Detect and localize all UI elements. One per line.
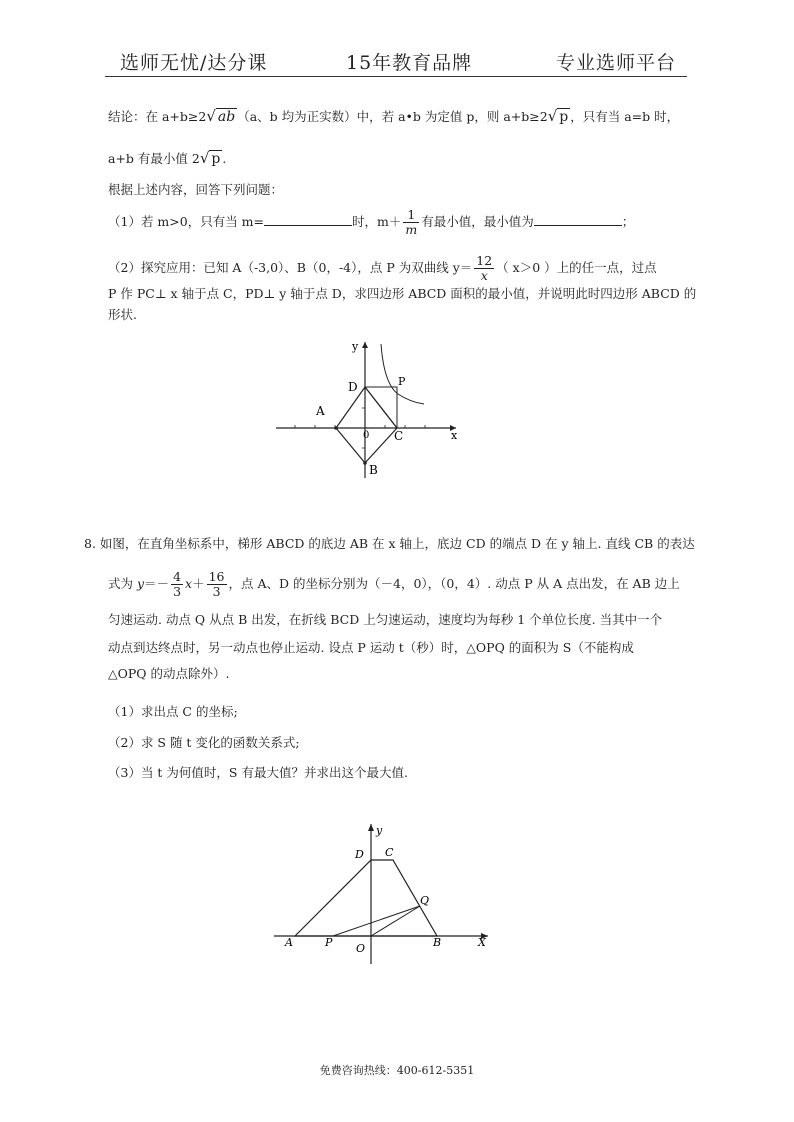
fig2-label-p: P (325, 936, 333, 949)
figure-1 (270, 336, 470, 482)
fig2-label-y: y (376, 824, 383, 837)
fig2-label-q: Q (420, 894, 430, 907)
p8-line-4: 动点到达终点时，另一动点也停止运动. 设点 P 运动 t（秒）时，△OPQ 的面积为 S（不能构成 (108, 640, 634, 655)
fig2-segment-pq (333, 906, 420, 936)
p8-line-1: 8. 如图，在直角坐标系中，梯形 ABCD 的底边 AB 在 x 轴上，底边 CD 的端点 D 在 y 轴上. 直线 CB 的表达 (84, 536, 695, 551)
fig2-label-x: X (478, 936, 486, 949)
fig2-label-o: O (356, 942, 366, 955)
fig1-hyperbola (381, 344, 424, 404)
sqrt-ab: ab (217, 109, 236, 125)
question-2-line-2: P 作 PC⊥ x 轴于点 C，PD⊥ y 轴于点 D，求四边形 ABCD 面积的最小值，并说明此时四边形 ABCD 的 (108, 286, 697, 301)
header-right: 专业选师平台 (556, 52, 677, 74)
p8-sub-3: （3）当 t 为何值时，S 有最大值？并求出这个最大值. (108, 765, 408, 780)
sqrt-p: p (559, 109, 569, 125)
page-header (108, 48, 686, 78)
fig1-label-p: P (398, 375, 406, 388)
fig1-label-d: D (348, 380, 358, 394)
header-center: 15年教育品牌 (346, 52, 473, 74)
p8-sub-2: （2）求 S 随 t 变化的函数关系式; (108, 735, 300, 750)
p8-line-5: △OPQ 的动点除外）. (108, 666, 230, 681)
fig1-label-a: A (316, 404, 325, 418)
fig2-label-d: D (355, 848, 364, 861)
question-2-line-1: （2）探究应用：已知 A（-3,0）、B（0，-4），点 P 为双曲线 y＝ $\frac{12}{x}$ （ x＞0 ）上的任一点，过点 (108, 253, 657, 283)
answer-blank-1[interactable] (264, 213, 352, 226)
p8-line-2: 式为 y＝－ $\frac{4}{3}$ x＋ $\frac{16}{3}$ ，点 A、D 的坐标分别为（－4，0），（0，4）. 动点 P 从 A 点出发，在 AB 边上 (108, 569, 680, 599)
fig1-label-y: y (352, 340, 359, 353)
p8-line-3: 匀速运动. 动点 Q 从点 B 出发，在折线 BCD 上匀速运动，速度均为每秒 1 个单位长度. 当其中一个 (108, 612, 663, 627)
page-footer: 免费咨询热线：400-612-5351 (319, 1064, 475, 1077)
question-2-line-3: 形状. (108, 307, 137, 322)
fig2-label-a: A (285, 936, 293, 949)
fig1-label-b: B (369, 463, 378, 477)
fig2-segment-oq (371, 906, 420, 936)
conclusion-line-1: 结论：在 a+b≥2√ ab （a、b 均为正实数）中，若 a•b 为定值 p，则 a+b≥2√ p ，只有当 a=b 时， (108, 107, 680, 125)
p8-sub-1: （1）求出点 C 的坐标; (108, 704, 238, 719)
header-left: 选师无忧/达分课 (120, 52, 268, 74)
fig1-label-x: x (451, 429, 458, 442)
fig1-label-c: C (394, 429, 404, 443)
fig2-label-b: B (433, 936, 442, 949)
answer-blank-2[interactable] (534, 213, 622, 226)
intro-text: 根据上述内容，回答下列问题： (108, 182, 284, 197)
conclusion-line-2: a+b 有最小值 2√ p . (108, 149, 227, 167)
fig2-label-c: C (385, 846, 394, 859)
question-1: （1）若 m>0，只有当 m= 时，m＋ $\frac{1}{m}$ 有最小值，最小值为 ； (108, 207, 635, 237)
header-rule (105, 76, 687, 77)
fig1-label-o: 0 (363, 430, 370, 441)
figure-2 (268, 818, 498, 968)
fig1-quad-abcd (336, 387, 397, 463)
